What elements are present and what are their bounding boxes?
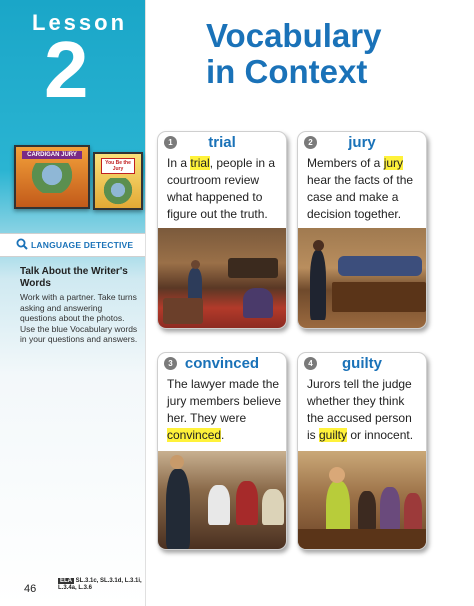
book-cover-cardigan-jury <box>14 145 90 209</box>
context-sentence: In a trial, people in a courtroom review what happened to figure out the truth. <box>167 156 276 221</box>
vocab-word: jury <box>348 134 376 151</box>
vocab-card-guilty <box>297 352 427 550</box>
card-number-badge: 1 <box>164 136 177 149</box>
book-title: CARDIGAN JURY <box>22 151 82 159</box>
context-sentence: The lawyer made the jury members believe her. They were convinced. <box>167 377 282 442</box>
vocab-word: convinced <box>184 355 260 372</box>
card-number-badge: 2 <box>304 136 317 149</box>
vocab-word: trial <box>208 134 236 151</box>
language-detective-label: LANGUAGE DETECTIVE <box>31 240 134 250</box>
language-detective-banner <box>0 233 145 257</box>
lesson-number: 2 <box>44 25 89 114</box>
standards-note <box>58 578 148 592</box>
book-cover-you-be-the-jury <box>93 152 143 210</box>
highlighted-word: convinced <box>167 428 222 442</box>
talk-instructions: Work with a partner. Take turns asking and answering questions about the photos. Use the blue Vocabulary words in your questions and answers. <box>20 292 138 344</box>
lawyer-and-jury-photo <box>158 451 286 549</box>
book-illustration <box>24 163 80 193</box>
standards-codes: SL.3.1c, SL.3.1d, L.3.1i, L.3.4a, L.3.6 <box>58 578 142 591</box>
page-title <box>206 18 381 90</box>
sidebar-divider <box>145 0 146 606</box>
card-number-badge: 3 <box>164 357 177 370</box>
vocab-word: guilty <box>342 355 382 372</box>
vocab-card-convinced <box>157 352 287 550</box>
vocab-card-trial <box>157 131 287 329</box>
page-number: 46 <box>24 583 37 595</box>
talk-title: Talk About the Writer's Words <box>20 266 128 289</box>
book-illustration <box>103 178 133 208</box>
highlighted-word: guilty <box>319 428 348 442</box>
vocab-card-jury <box>297 131 427 329</box>
lesson-label: Lesson <box>32 10 128 35</box>
card-number-badge: 4 <box>304 357 317 370</box>
ela-tag: ELA <box>60 578 72 584</box>
highlighted-word: trial <box>190 156 210 170</box>
book-title: You Be the Jury <box>101 158 135 174</box>
title-line-2: in Context <box>206 53 368 90</box>
context-sentence: Members of a jury hear the facts of the case and make a decision together. <box>307 156 414 221</box>
highlighted-word: jury <box>383 156 404 170</box>
magnifier-icon <box>16 238 28 253</box>
context-sentence: Jurors tell the judge whether they think the accused person is guilty or innocent. <box>307 377 414 442</box>
courtroom-photo <box>158 228 286 328</box>
juror-standing-photo <box>298 451 426 549</box>
title-line-1: Vocabulary <box>206 17 382 54</box>
jury-box-photo <box>298 228 426 328</box>
